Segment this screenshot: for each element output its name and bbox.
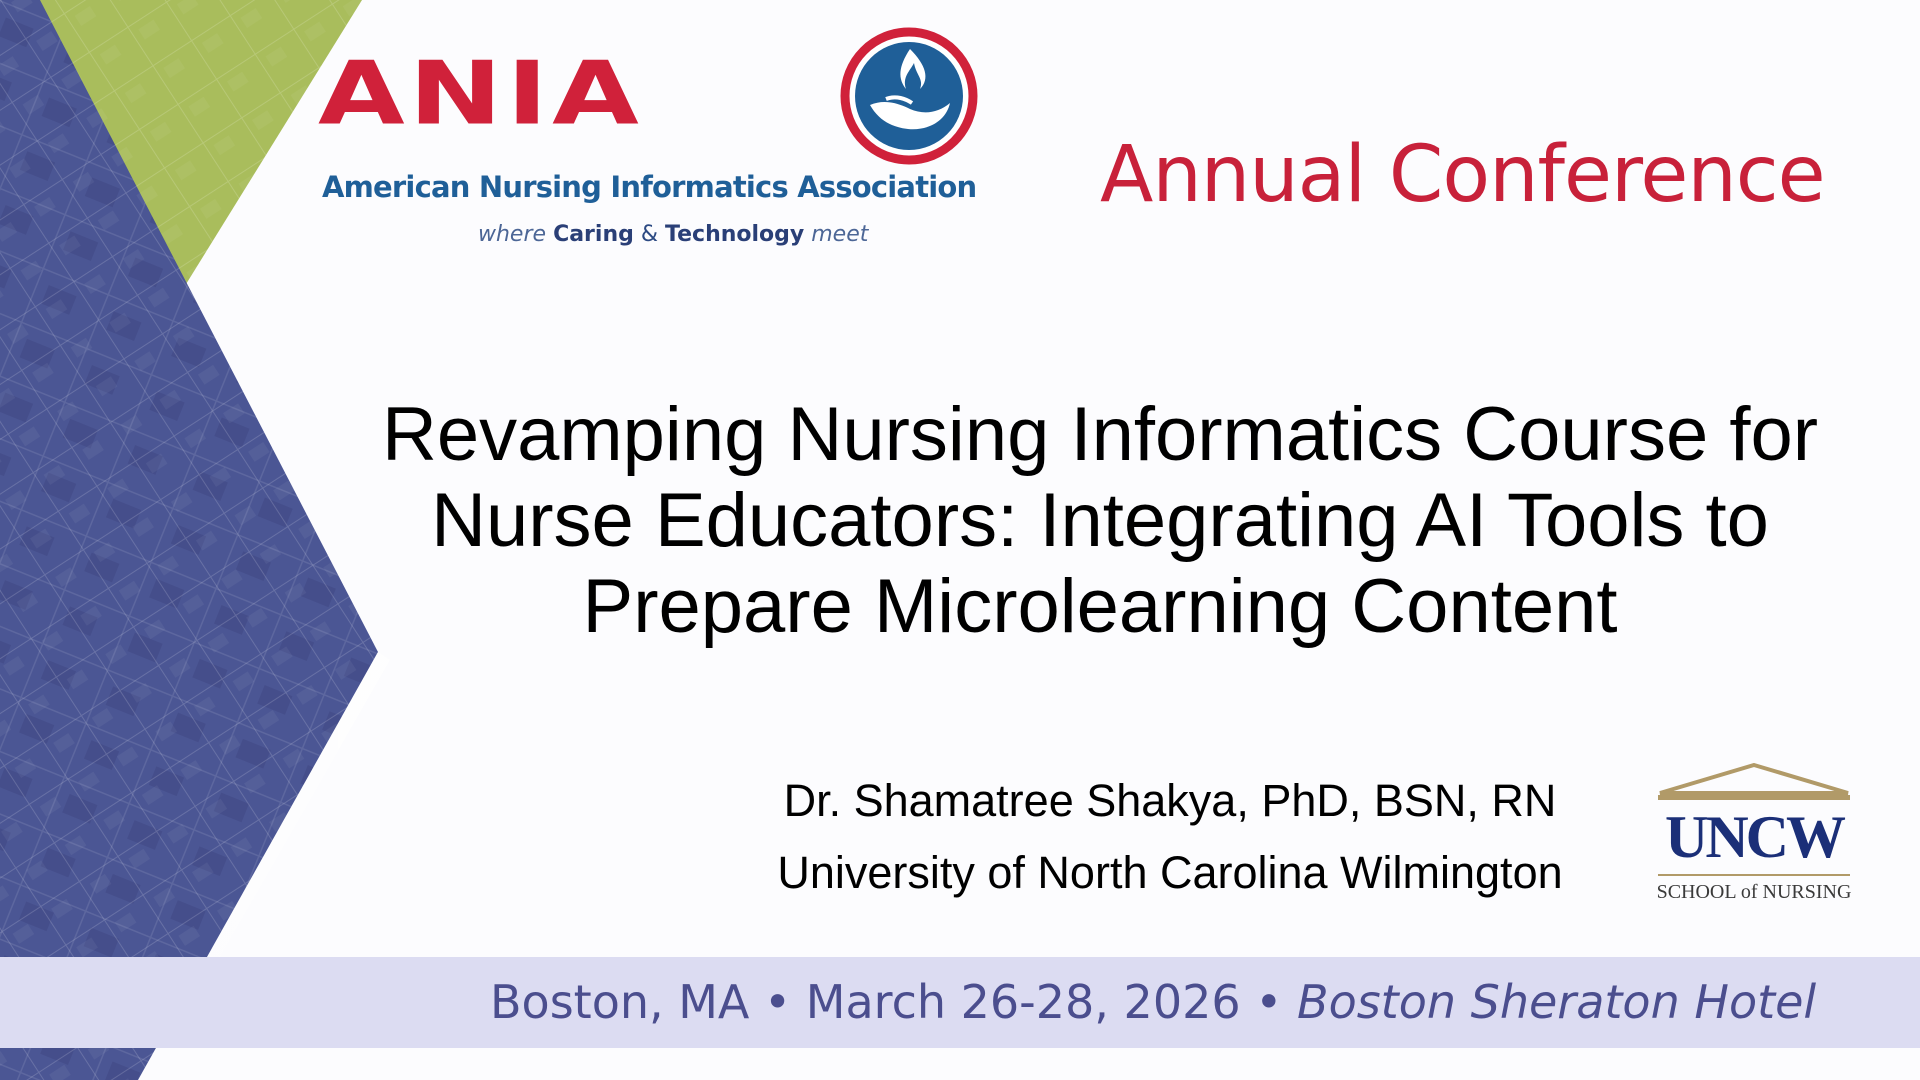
uncw-subtitle: SCHOOL of NURSING: [1656, 881, 1852, 903]
uncw-logo: [1648, 763, 1860, 913]
tagline-caring: Caring: [553, 222, 634, 247]
presenter-block: [740, 765, 1600, 909]
event-city: Boston, MA: [490, 975, 750, 1029]
ania-logo: [318, 22, 978, 262]
ania-flame-hand-icon: [840, 27, 978, 165]
uncw-divider: [1658, 874, 1850, 876]
event-separator: •: [1255, 975, 1283, 1029]
talk-title: [330, 392, 1870, 650]
ania-tagline: [478, 222, 868, 247]
tagline-technology: Technology: [665, 222, 805, 247]
tagline-where: where: [478, 222, 547, 247]
ania-org-name: American Nursing Informatics Association: [322, 170, 977, 204]
talk-title-line: Prepare Microlearning Content: [582, 564, 1618, 649]
talk-title-line: Nurse Educators: Integrating AI Tools to: [431, 478, 1769, 563]
presenter-name: Dr. Shamatree Shakya, PhD, BSN, RN: [783, 775, 1557, 826]
event-dates: March 26-28, 2026: [805, 975, 1241, 1029]
uncw-letters: UNCW: [1665, 804, 1843, 870]
talk-title-line: Revamping Nursing Informatics Course for: [381, 392, 1819, 477]
pediment-icon: [1656, 763, 1852, 805]
event-info-line: [490, 967, 1910, 1037]
conference-title: Annual Conference: [1100, 130, 1825, 220]
presenter-institution: University of North Carolina Wilmington: [777, 847, 1563, 898]
ania-logo-letters: ANIA: [318, 43, 643, 145]
tagline-meet: meet: [811, 222, 869, 247]
event-separator: •: [764, 975, 792, 1029]
tagline-amp: &: [640, 222, 659, 247]
event-venue: Boston Sheraton Hotel: [1297, 975, 1817, 1029]
